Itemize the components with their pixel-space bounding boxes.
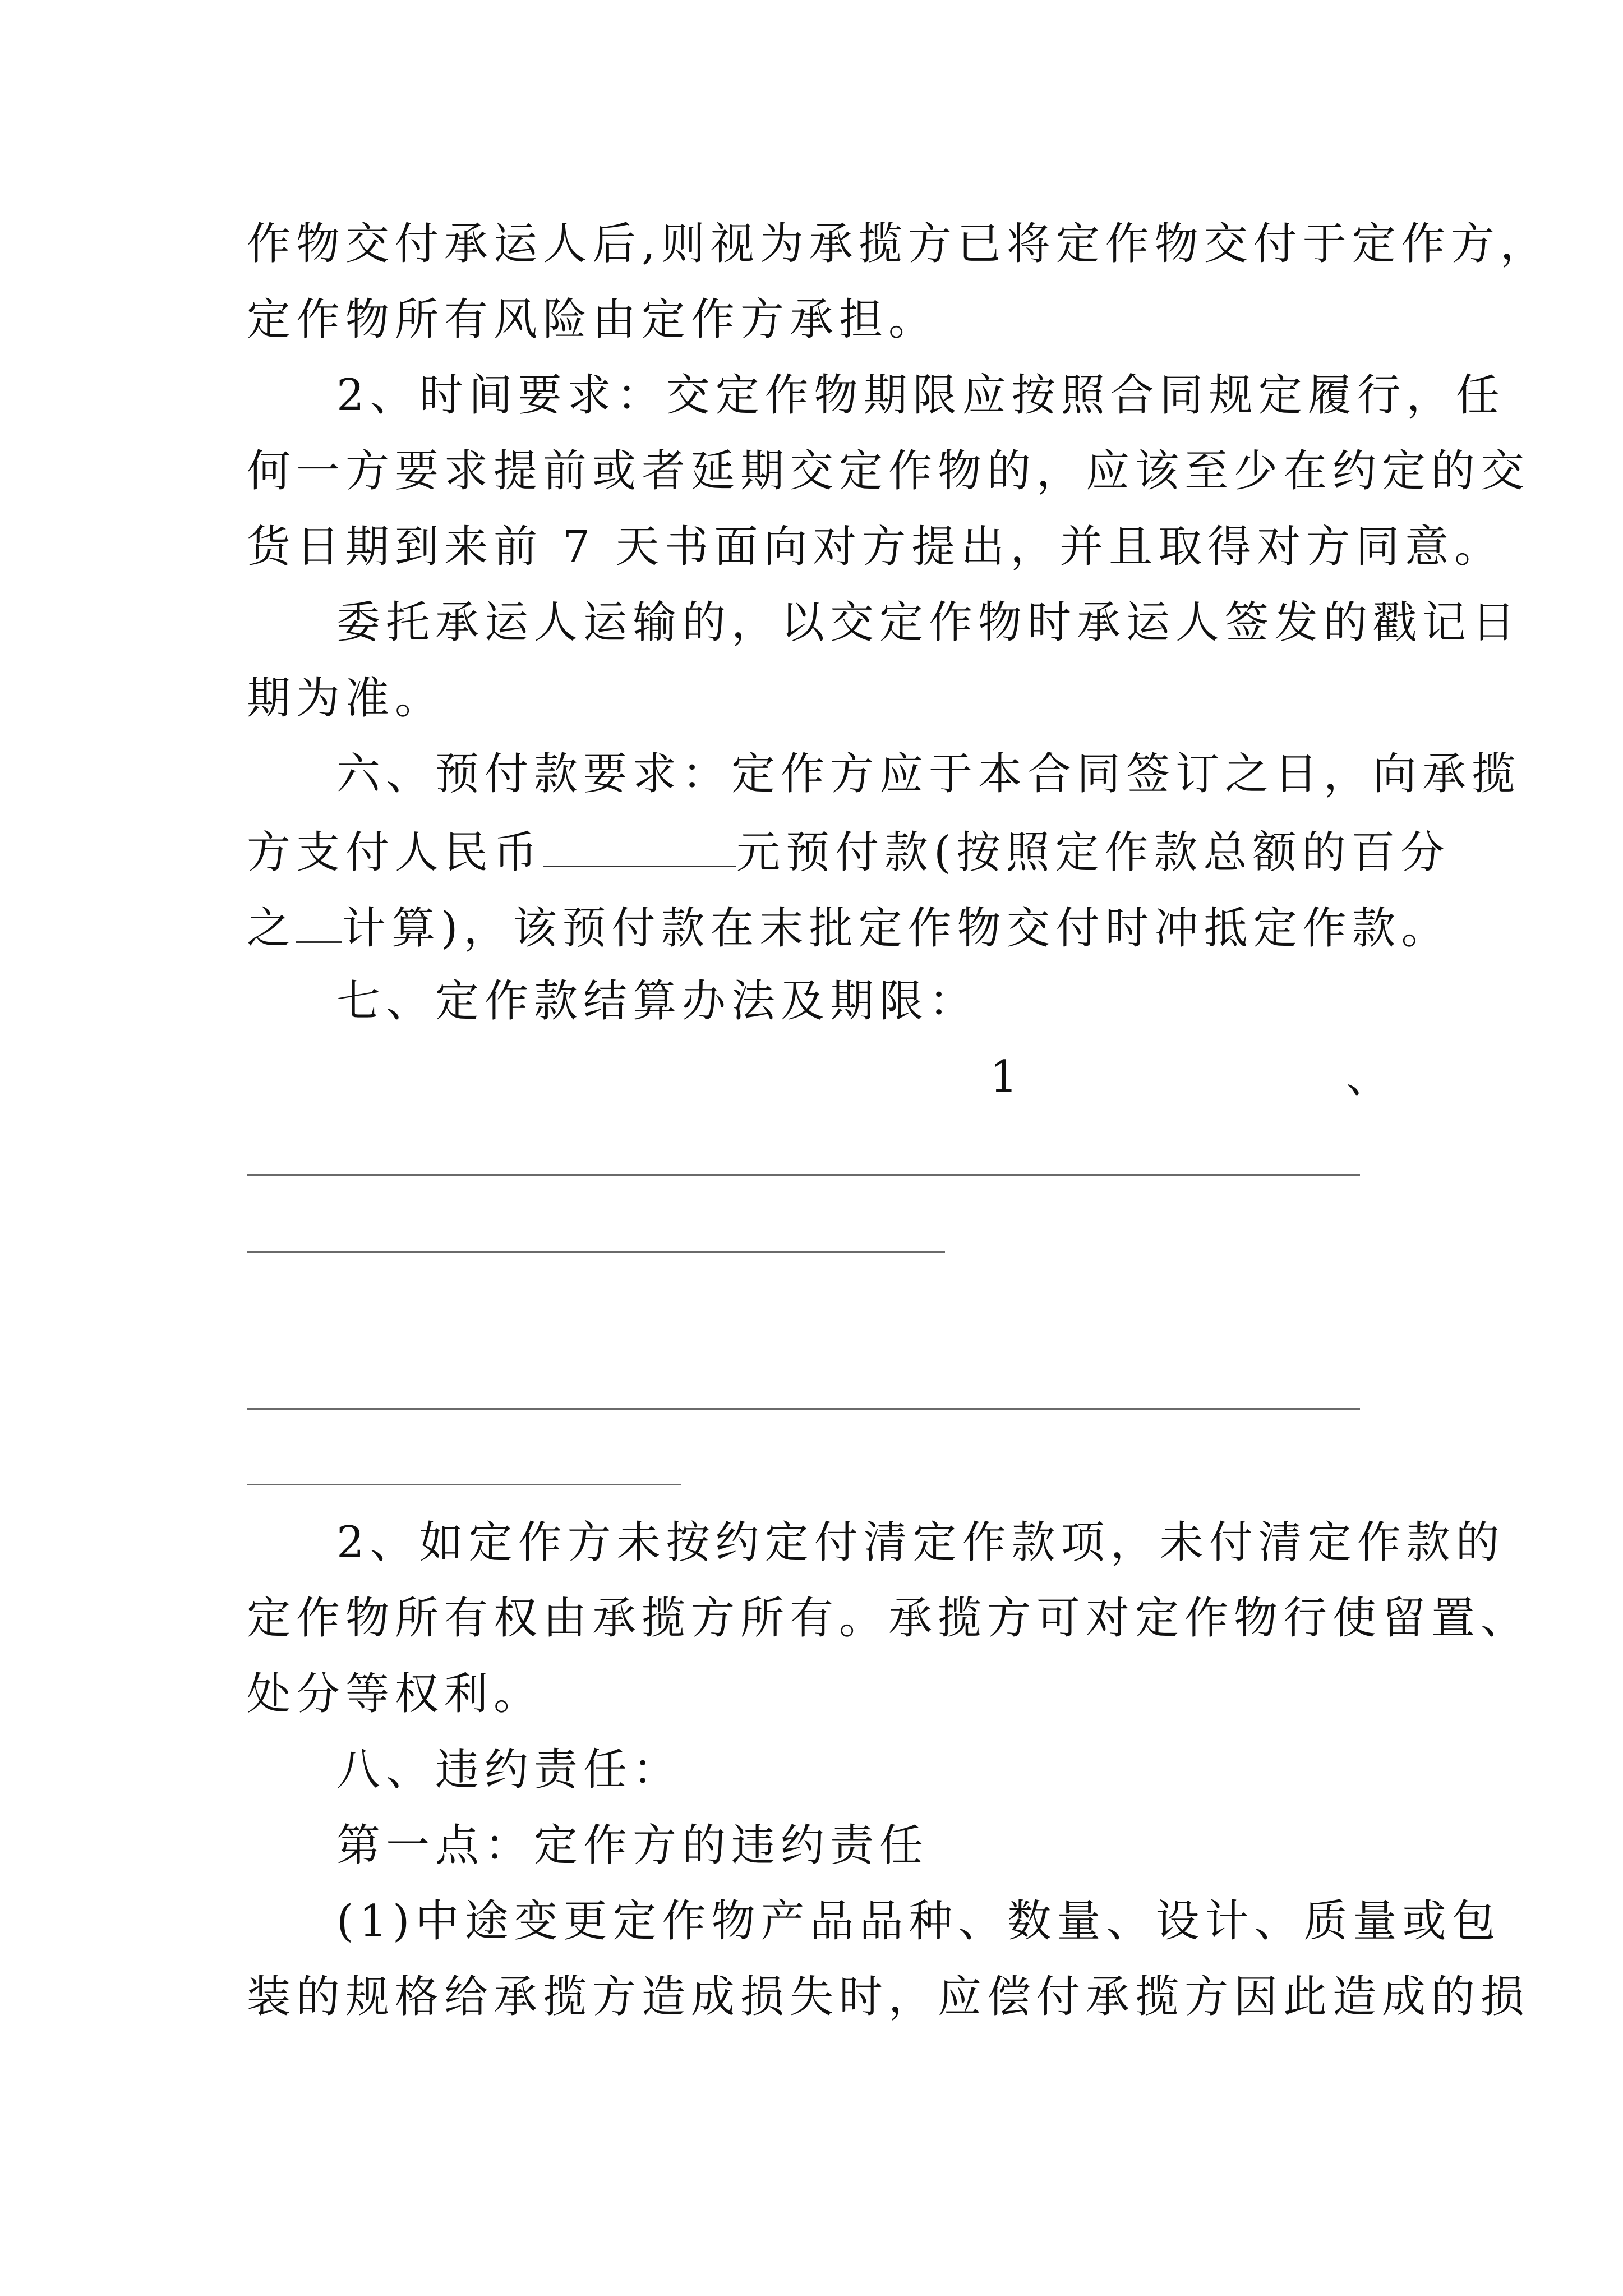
paragraph-line: 2、如定作方未按约定付清定作款项，未付清定作款的 bbox=[336, 1517, 1505, 1568]
item-number: 1 bbox=[990, 1052, 1018, 1102]
paragraph-line bbox=[247, 822, 1450, 881]
text-run: 计算)，该预付款在末批定作物交付时冲抵定作款。 bbox=[342, 903, 1451, 954]
paragraph-line: 何一方要求提前或者延期交定作物的，应该至少在约定的交 bbox=[247, 446, 1530, 496]
paragraph-line: 货日期到来前 7 天书面向对方提出，并且取得对方同意。 bbox=[247, 522, 1504, 572]
paragraph-line: 处分等权利。 bbox=[247, 1669, 543, 1719]
paragraph-line: 定作物所有风险由定作方承担。 bbox=[247, 295, 938, 345]
percent-blank bbox=[296, 898, 342, 943]
paragraph-line: 定作物所有权由承揽方所有。承揽方可对定作物行使留置、 bbox=[247, 1593, 1530, 1644]
section-heading-liability: 八、违约责任： bbox=[336, 1745, 683, 1795]
fill-in-line bbox=[247, 1484, 681, 1485]
item-separator: 、 bbox=[1346, 1052, 1390, 1102]
paragraph-line: 期为准。 bbox=[247, 673, 445, 724]
paragraph-line: (1)中途变更定作物产品品种、数量、设计、质量或包 bbox=[336, 1896, 1501, 1947]
text-run: 方支付人民币 bbox=[247, 827, 543, 878]
paragraph-line: 2、时间要求：交定作物期限应按照合同规定履行，任 bbox=[336, 370, 1505, 421]
fill-in-line bbox=[247, 1408, 1360, 1410]
text-run: 之 bbox=[247, 903, 297, 954]
fill-in-line bbox=[247, 1174, 1360, 1176]
section-heading-advance-payment: 六、预付款要求：定作方应于本合同签订之日，向承揽 bbox=[336, 749, 1521, 799]
section-heading-settlement: 七、定作款结算办法及期限： bbox=[336, 976, 979, 1027]
amount-blank bbox=[543, 822, 736, 867]
paragraph-line: 装的规格给承揽方造成损失时，应偿付承揽方因此造成的损 bbox=[247, 1972, 1530, 2022]
paragraph-line: 委托承运人运输的，以交定作物时承运人签发的戳记日 bbox=[336, 597, 1521, 648]
fill-in-line bbox=[247, 1251, 945, 1253]
paragraph-line bbox=[247, 898, 1450, 956]
paragraph-line: 作物交付承运人后,则视为承揽方已将定作物交付于定作方， bbox=[247, 219, 1550, 269]
text-run: 元预付款(按照定作款总额的百分 bbox=[736, 827, 1450, 878]
subheading-party-liability: 第一点：定作方的违约责任 bbox=[336, 1820, 929, 1871]
